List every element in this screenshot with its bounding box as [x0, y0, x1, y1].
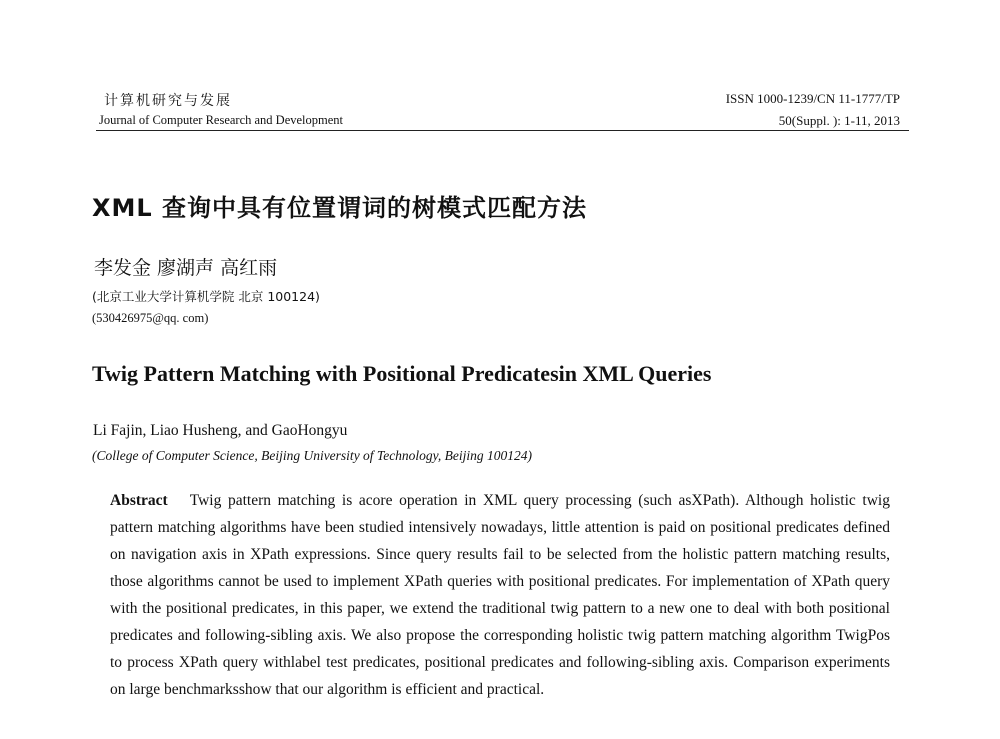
affiliation-en: (College of Computer Science, Beijing University of Technology, Beijing 100124): [92, 448, 533, 463]
authors-en: Li Fajin, Liao Husheng, and GaoHongyu: [93, 422, 348, 439]
journal-title-en: Journal of Computer Research and Development: [99, 113, 344, 127]
journal-title-cn: 计算机研究与发展: [104, 93, 232, 109]
paper-title-en: Twig Pattern Matching with Positional Predicatesin XML Queries: [92, 361, 712, 386]
header-divider: [96, 130, 909, 131]
paper-title-cn: XML 查询中具有位置谓词的树模式匹配方法: [92, 194, 588, 222]
abstract-label: Abstract: [110, 492, 168, 509]
volume-pages: 50(Suppl. ): 1-11, 2013: [778, 113, 900, 128]
issn-number: ISSN 1000-1239/CN 11-1777/TP: [725, 91, 900, 106]
author-email: (530426975@qq. com): [92, 311, 209, 325]
authors-cn: 李发金 廖湖声 高红雨: [94, 257, 278, 279]
abstract-text: Twig pattern matching is acore operation in XML query processing (such asXPath). Although holistic twig pattern matching algorithms have been studied intensively nowadays, little attention is paid on positional predicates defined on navigation axis in XPath expressions. Since query results fail to be selected from the holistic pattern matching results, those algorithms cannot be used to implement XPath queries with positional predicates. For implementation of XPath query with the positional predicates, in this paper, we extend the traditional twig pattern to a new one to deal with both positional predicates and following-sibling axis. We also propose the corresponding holistic twig pattern matching algorithm TwigPos to process XPath query withlabel test predicates, positional predicates and following-sibling axis. Comparison experiments on large benchmarksshow that our algorithm is efficient and practical.: [110, 492, 890, 698]
affiliation-cn: (北京工业大学计算机学院 北京 100124): [92, 289, 320, 304]
abstract-paragraph: [110, 487, 890, 703]
